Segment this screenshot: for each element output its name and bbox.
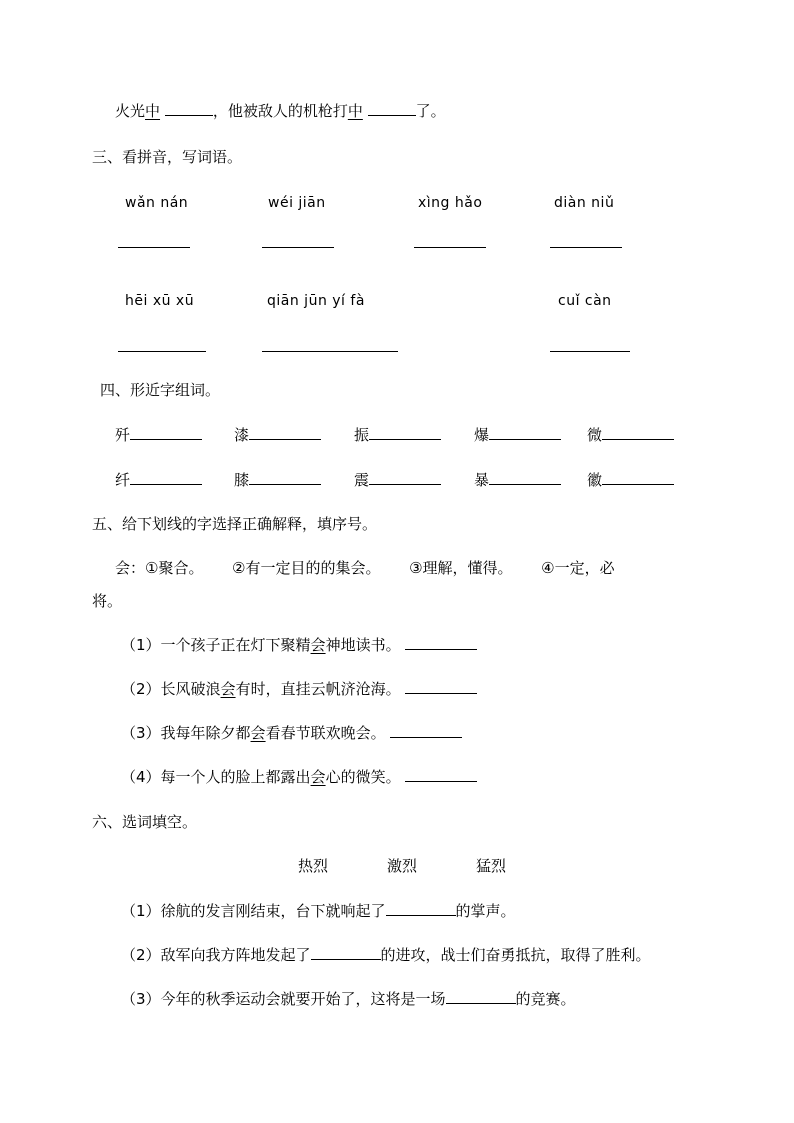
underlined-char: 会 bbox=[310, 636, 326, 654]
section-4-title: 四、形近字组词。 bbox=[100, 381, 221, 399]
answer-blank[interactable] bbox=[130, 470, 202, 485]
underlined-char: 中 bbox=[347, 102, 363, 120]
definition-line: 将。 bbox=[92, 592, 123, 610]
pinyin-3: xìng hǎo bbox=[418, 195, 483, 211]
char-item: 徽 bbox=[587, 470, 674, 490]
char-item: 漆 bbox=[234, 425, 321, 445]
answer-blank[interactable] bbox=[446, 989, 516, 1004]
answer-blank[interactable] bbox=[249, 470, 321, 485]
pinyin-5: hēi xū xū bbox=[125, 293, 195, 309]
answer-blank[interactable] bbox=[602, 470, 674, 485]
section-3-title: 三、看拼音，写词语。 bbox=[92, 148, 243, 166]
question-item: （2）敌军向我方阵地发起了 的进攻，战士们奋勇抵抗，取得了胜利。 bbox=[121, 946, 651, 964]
answer-blank[interactable] bbox=[386, 901, 456, 916]
answer-blank[interactable] bbox=[369, 470, 441, 485]
answer-blank[interactable] bbox=[249, 425, 321, 440]
question-item: （3）今年的秋季运动会就要开始了，这将是一场 的竞赛。 bbox=[121, 990, 576, 1008]
answer-blank[interactable] bbox=[405, 767, 477, 782]
underlined-char: 中 bbox=[145, 102, 161, 120]
answer-line[interactable] bbox=[262, 247, 334, 248]
answer-blank[interactable] bbox=[405, 635, 477, 650]
definition-line: 会：①聚合。 ②有一定目的的集会。 ③理解，懂得。 ④一定，必 bbox=[115, 559, 615, 577]
char-item: 振 bbox=[354, 425, 441, 445]
underlined-char: 会 bbox=[250, 724, 266, 742]
answer-blank[interactable] bbox=[311, 945, 381, 960]
question-item: （2）长风破浪会有时，直挂云帆济沧海。 bbox=[121, 679, 477, 699]
answer-line[interactable] bbox=[414, 247, 486, 248]
pinyin-6: qiān jūn yí fà bbox=[267, 293, 365, 309]
answer-blank[interactable] bbox=[165, 101, 213, 116]
section-5-title: 五、给下划线的字选择正确解释，填序号。 bbox=[92, 515, 378, 533]
section-6-title: 六、选词填空。 bbox=[92, 813, 198, 831]
char-item: 微 bbox=[587, 425, 674, 445]
word-choice: 热烈 bbox=[298, 857, 329, 875]
answer-line[interactable] bbox=[118, 351, 206, 352]
pinyin-7: cuǐ càn bbox=[558, 293, 612, 309]
pinyin-1: wǎn nán bbox=[125, 195, 189, 211]
answer-blank[interactable] bbox=[369, 425, 441, 440]
char-item: 膝 bbox=[234, 470, 321, 490]
question-item: （4）每一个人的脸上都露出会心的微笑。 bbox=[121, 767, 477, 787]
answer-line[interactable] bbox=[262, 351, 398, 352]
word-choice: 猛烈 bbox=[476, 857, 507, 875]
char-item: 歼 bbox=[115, 425, 202, 445]
pinyin-4: diàn niǔ bbox=[554, 195, 615, 211]
answer-line[interactable] bbox=[118, 247, 190, 248]
word-choice: 激烈 bbox=[387, 857, 418, 875]
answer-blank[interactable] bbox=[390, 723, 462, 738]
underlined-char: 会 bbox=[220, 680, 236, 698]
fill-line-top: 火光中 ，他被敌人的机枪打中 了。 bbox=[115, 102, 446, 120]
char-item: 暴 bbox=[474, 470, 561, 490]
char-item: 纤 bbox=[115, 470, 202, 490]
question-item: （1）一个孩子正在灯下聚精会神地读书。 bbox=[121, 635, 477, 655]
question-item: （3）我每年除夕都会看春节联欢晚会。 bbox=[121, 723, 462, 743]
pinyin-2: wéi jiān bbox=[268, 195, 326, 211]
answer-blank[interactable] bbox=[405, 679, 477, 694]
answer-blank[interactable] bbox=[368, 101, 416, 116]
answer-blank[interactable] bbox=[130, 425, 202, 440]
answer-blank[interactable] bbox=[489, 425, 561, 440]
char-item: 爆 bbox=[474, 425, 561, 445]
question-item: （1）徐航的发言刚结束，台下就响起了 的掌声。 bbox=[121, 902, 516, 920]
char-item: 震 bbox=[354, 470, 441, 490]
answer-line[interactable] bbox=[550, 351, 630, 352]
answer-line[interactable] bbox=[550, 247, 622, 248]
answer-blank[interactable] bbox=[489, 470, 561, 485]
answer-blank[interactable] bbox=[602, 425, 674, 440]
underlined-char: 会 bbox=[310, 768, 326, 786]
